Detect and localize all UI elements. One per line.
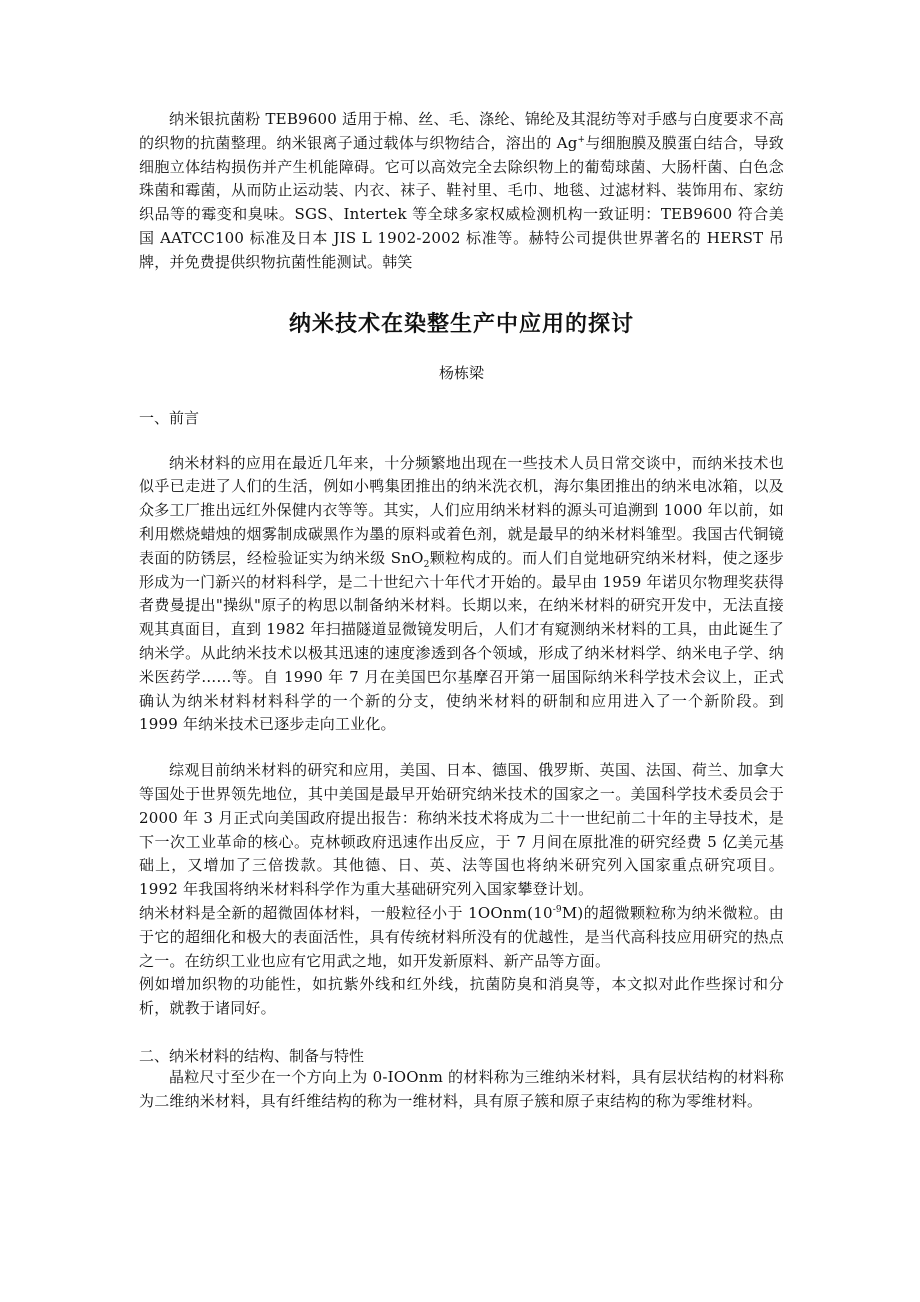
exponent-superscript: -9 bbox=[552, 904, 562, 915]
section1-paragraph-4: 例如增加织物的功能性，如抗紫外线和红外线，抗菌防臭和消臭等，本文拟对此作些探讨和分析，就教于诸同好。 bbox=[139, 975, 784, 1018]
article-title: 纳米技术在染整生产中应用的探讨 bbox=[288, 311, 634, 337]
section1-paragraph-3 bbox=[139, 902, 784, 973]
section1-paragraph-2: 综观目前纳米材料的研究和应用，美国、日本、德国、俄罗斯、英国、法国、荷兰、加拿大等国处于世界领先地位，其中美国是最早开始研究纳米技术的国家之一。美国科学技术委员会于 2000 年 3 月正式向美国政府提出报告：称纳米技术将成为二十一世纪前二十年的主导技术，是下一次工业革命的核心。克林顿政府迅速作出反应，于 7 月间在原批准的研究经费 5 亿美元基础上，又增加了三倍拨款。其他德、日、英、法等国也将纳米研究列入国家重点研究项目。1992 年我国将纳米材料科学作为重大基础研究列入国家攀登计划。 bbox=[139, 761, 784, 899]
section1-p1-start: 纳米材料的应用在最近几年来，十分频繁地出现在一些技术人员日常交谈中，而纳米技术也似乎已走进了人们的生活，例如小鸭集团推出的纳米洗衣机，海尔集团推出的纳米电冰箱，以及众多工厂推出远红外保健内衣等等。其实，人们应用纳米材料的源头可追溯到 1000 年以前，如利用燃烧蜡烛的烟雾制成碳黑作为墨的原料或着色剂，就是最早的纳米材料雏型。我国古代铜镜表面的防锈层，经检验证实为纳米级 SnO bbox=[139, 453, 784, 567]
intro-text-end: 与细胞膜及膜蛋白结合，导致细胞立体结构损伤并产生机能障碍。它可以高效完全去除织物上的葡萄球菌、大肠杆菌、白色念珠菌和霉菌，从而防止运动装、内衣、袜子、鞋衬里、毛巾、地毯、过滤材料、装饰用布、家纺织品等的霉变和臭味。SGS、Intertek 等全球多家权威检测机构一致证明：TEB9600 符合美国 AATCC100 标准及日本 JIS L 1902-2002 标准等。赫特公司提供世界著名的 HERST 吊牌，并免费提供织物抗菌性能测试。韩笑 bbox=[139, 133, 784, 271]
sno2-subscript: 2 bbox=[423, 559, 430, 570]
section1-p1-end: 颗粒构成的。而人们自觉地研究纳米材料，使之逐步形成为一门新兴的材料科学，是二十世纪六十年代才开始的。最早由 1959 年诺贝尔物理奖获得者费曼提出"操纵"原子的构思以制备纳米材料。长期以来，在纳米材料的研究开发中，无法直接观其真面目，直到 1982 年扫描隧道显微镜发明后，人们才有窥测纳米材料的工具，由此诞生了纳米学。从此纳米技术以极其迅速的速度渗透到各个领域，形成了纳米材料学、纳米电子学、纳米医药学……等。自 1990 年 7 月在美国巴尔基摩召开第一届国际纳米科学技术会议上，正式确认为纳米材料材料科学的一个新的分支，使纳米材料的研制和应用进入了一个新阶段。到 1999 年纳米技术已逐步走向工业化。 bbox=[139, 548, 784, 734]
section1-paragraph-1 bbox=[139, 452, 784, 738]
section1-p3-end: M)的超微颗粒称为纳米微粒。由于它的超细化和极大的表面活性，具有传统材料所没有的优越性，是当代高科技应用研究的热点之一。在纺织工业也应有它用武之地，如开发新原料、新产品等方面。 bbox=[139, 903, 784, 970]
document-page bbox=[139, 108, 784, 1114]
section2-heading: 二、纳米材料的结构、制备与特性 bbox=[139, 1046, 365, 1065]
ag-superscript: + bbox=[577, 134, 586, 145]
intro-text-start: 纳米银抗菌粉 TEB9600 适用于棉、丝、毛、涤纶、锦纶及其混纺等对手感与白度要求不高的织物的抗菌整理。纳米银离子通过载体与织物结合，溶出的 Ag bbox=[139, 110, 784, 152]
section1-p3-start: 纳米材料是全新的超微固体材料，一般粒径小于 1OOnm(10 bbox=[139, 903, 553, 922]
intro-paragraph bbox=[139, 108, 784, 275]
section1-heading: 一、前言 bbox=[139, 408, 200, 427]
section2-paragraph-1: 晶粒尺寸至少在一个方向上为 0-IOOnm 的材料称为三维纳米材料，具有层状结构的材料称为二维纳米材料，具有纤维结构的称为一维材料，具有原子簇和原子束结构的称为零维材料。 bbox=[139, 1067, 784, 1110]
article-author: 杨栋梁 bbox=[438, 363, 484, 382]
